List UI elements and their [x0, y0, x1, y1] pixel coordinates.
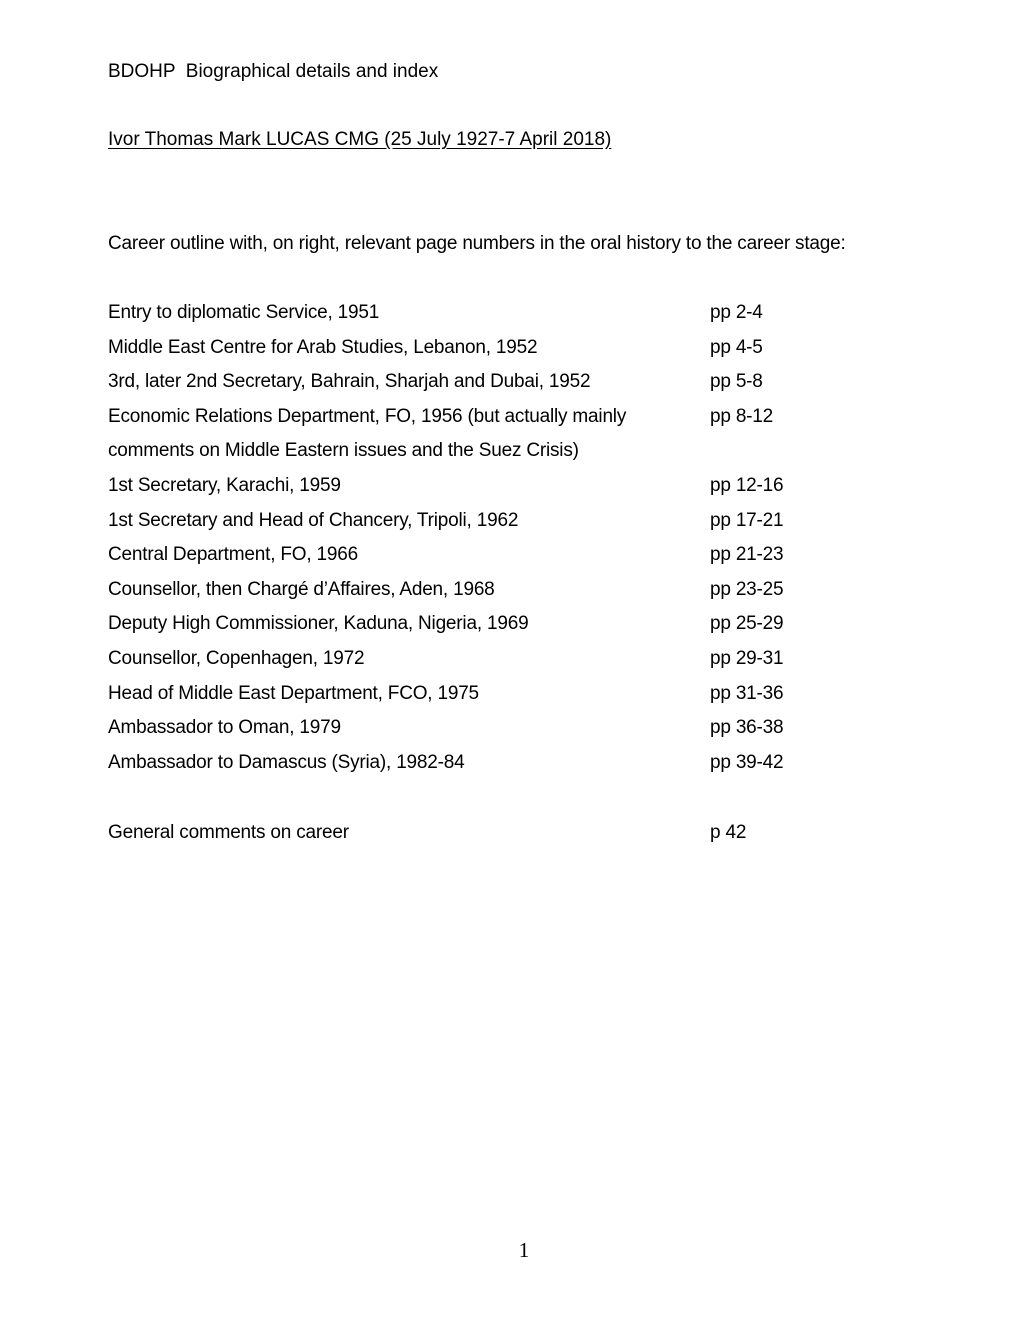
- page-reference: pp 21-23: [710, 544, 784, 566]
- page-reference: pp 8-12: [710, 405, 774, 427]
- page-reference: pp 36-38: [710, 717, 784, 739]
- general-comments-page: p 42: [710, 822, 747, 843]
- career-row: [108, 506, 828, 541]
- career-stage: 3rd, later 2nd Secretary, Bahrain, Sharjah and Dubai, 1952: [108, 371, 591, 393]
- page-reference: pp 5-8: [710, 371, 763, 393]
- career-row: [108, 609, 828, 644]
- page-reference: pp 23-25: [710, 578, 784, 600]
- career-row: [108, 575, 828, 610]
- document-title: Ivor Thomas Mark LUCAS CMG (25 July 1927-7 April 2018): [108, 129, 612, 150]
- career-row: [108, 679, 828, 714]
- career-stage: comments on Middle Eastern issues and the Suez Crisis): [108, 440, 579, 462]
- page-reference: pp 17-21: [710, 509, 784, 531]
- page-reference: pp 31-36: [710, 682, 784, 704]
- career-stage: Entry to diplomatic Service, 1951: [108, 302, 380, 323]
- page-reference: pp 12-16: [710, 474, 784, 496]
- page-reference: pp 2-4: [710, 302, 763, 323]
- career-stage: Counsellor, Copenhagen, 1972: [108, 647, 365, 669]
- career-row: [108, 333, 828, 368]
- career-outline-list: [108, 298, 828, 782]
- page-reference: pp 4-5: [710, 336, 763, 358]
- career-row: [108, 644, 828, 679]
- general-comments-label: General comments on career: [108, 822, 349, 843]
- career-row: [108, 402, 828, 437]
- career-stage: 1st Secretary, Karachi, 1959: [108, 474, 341, 496]
- page-reference: pp 25-29: [710, 613, 784, 635]
- career-stage: Central Department, FO, 1966: [108, 544, 358, 566]
- page-number: 1: [518, 1238, 530, 1262]
- career-stage: Counsellor, then Chargé d’Affaires, Aden, 1968: [108, 578, 495, 600]
- career-row: [108, 298, 828, 333]
- career-row: [108, 713, 828, 748]
- career-stage: Ambassador to Damascus (Syria), 1982-84: [108, 751, 465, 773]
- career-stage: Economic Relations Department, FO, 1956 (but actually mainly: [108, 405, 627, 427]
- general-comments-row: [108, 818, 828, 848]
- running-header: BDOHP Biographical details and index: [108, 61, 439, 82]
- career-row: [108, 471, 828, 506]
- page-reference: pp 39-42: [710, 751, 784, 773]
- career-stage: Deputy High Commissioner, Kaduna, Nigeria, 1969: [108, 613, 529, 635]
- career-row: [108, 748, 828, 783]
- career-stage: Head of Middle East Department, FCO, 1975: [108, 682, 479, 704]
- career-row: [108, 540, 828, 575]
- career-stage: Ambassador to Oman, 1979: [108, 717, 341, 739]
- career-row: [108, 367, 828, 402]
- career-row: [108, 436, 828, 471]
- career-stage: 1st Secretary and Head of Chancery, Tripoli, 1962: [108, 509, 519, 531]
- career-stage: Middle East Centre for Arab Studies, Lebanon, 1952: [108, 336, 538, 358]
- intro-paragraph: Career outline with, on right, relevant page numbers in the oral history to the career stage:: [108, 233, 846, 254]
- page-reference: pp 29-31: [710, 647, 784, 669]
